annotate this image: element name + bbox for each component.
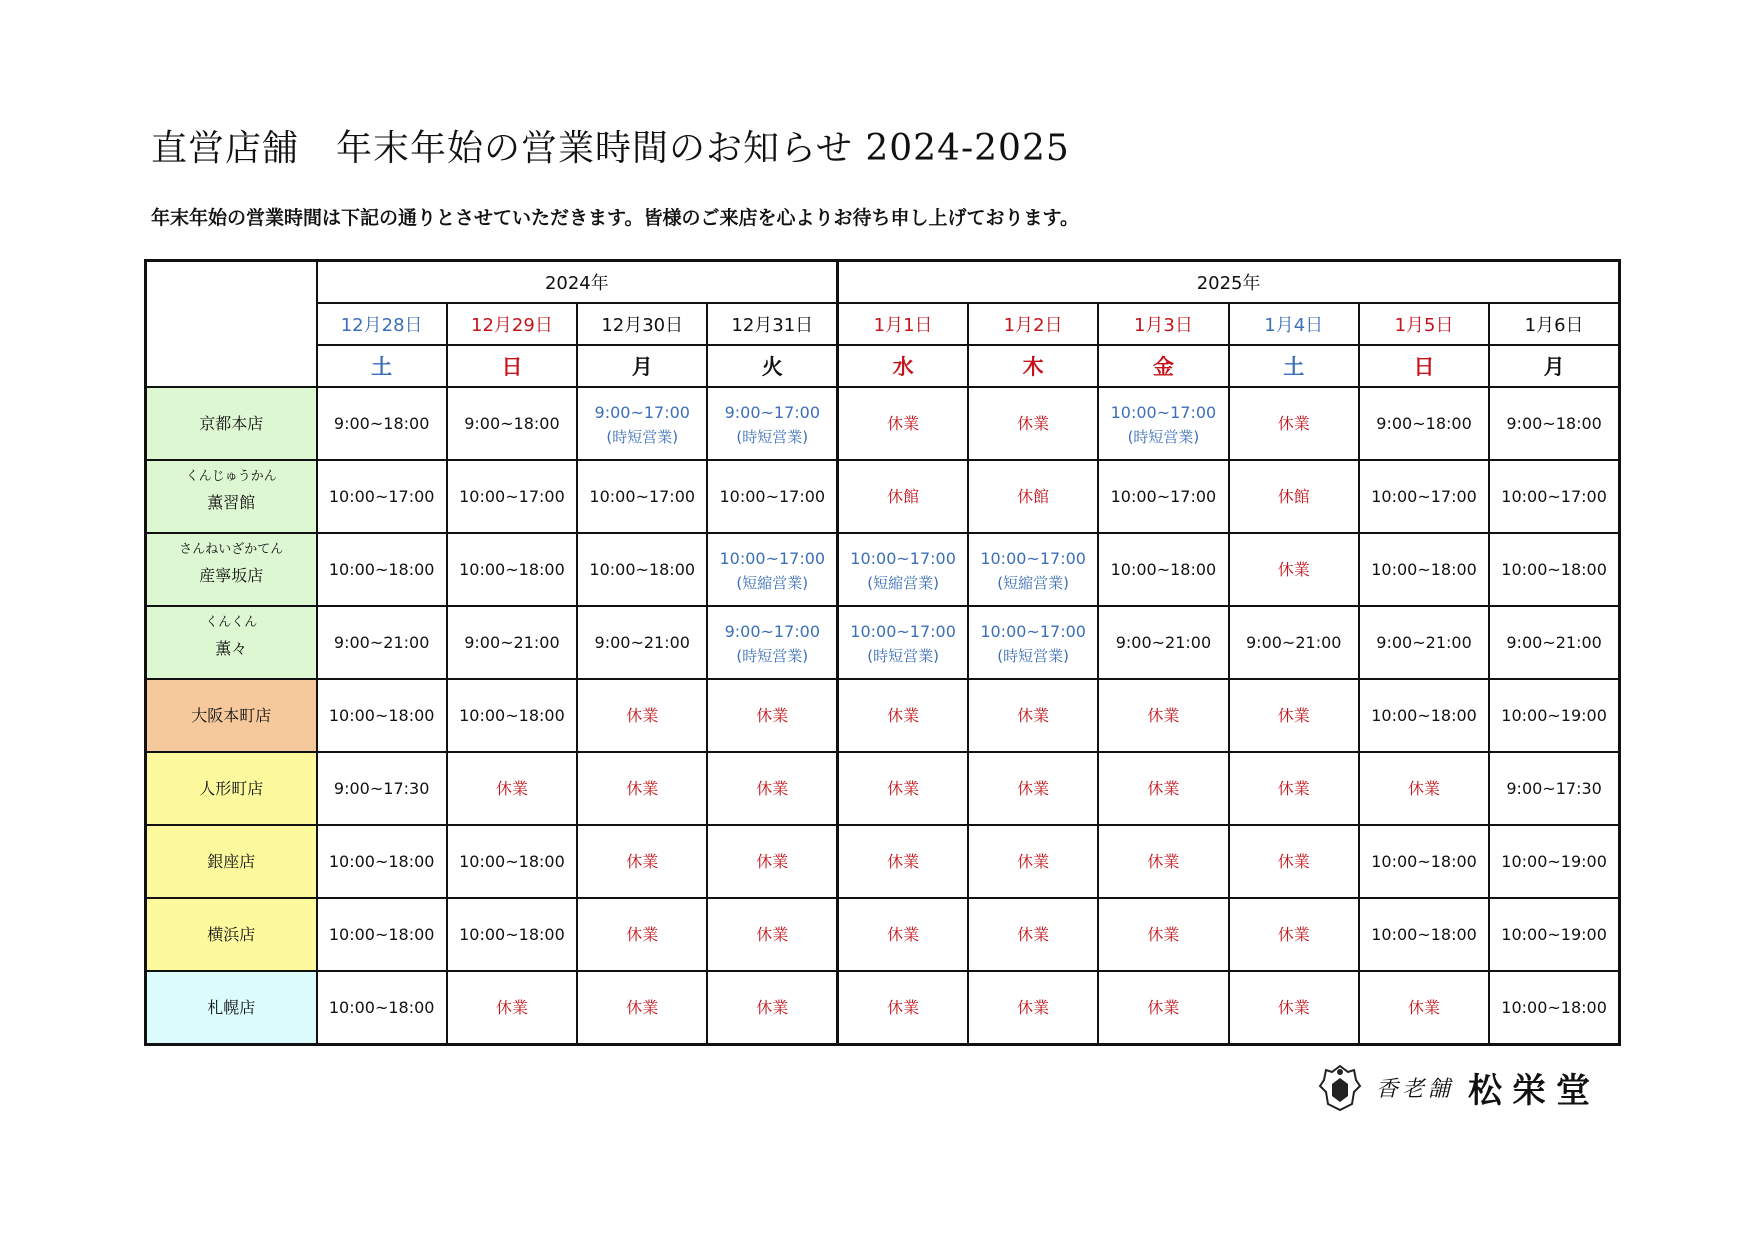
hours-cell [1098, 387, 1228, 460]
store-name: 薫々 [215, 638, 248, 658]
hours-text: 休業 [887, 778, 920, 798]
hours-cell [1229, 606, 1359, 679]
hours-cell [1359, 533, 1489, 606]
hours-text: 休業 [887, 924, 920, 944]
hours-cell [577, 387, 707, 460]
hours-text: 9:00~21:00 [1246, 632, 1342, 652]
weekday-header: 土 [1229, 345, 1359, 387]
table-row [146, 971, 1620, 1045]
hours-text: 休業 [1147, 851, 1180, 871]
store-name: 大阪本町店 [191, 705, 272, 725]
hours-cell [447, 679, 577, 752]
date-header: 1月1日 [838, 303, 968, 345]
hours-text: 休館 [1017, 486, 1050, 506]
hours-cell [1489, 533, 1619, 606]
store-name: 薫習館 [207, 492, 256, 512]
hours-text: 休業 [1147, 924, 1180, 944]
hours-text: 9:00~21:00 [464, 632, 560, 652]
store-ruby: くんじゅうかん [185, 468, 277, 484]
hours-cell [968, 971, 1098, 1045]
hours-cell [707, 606, 837, 679]
hours-text: 10:00~17:00 [1110, 402, 1217, 422]
hours-note: (時短営業) [736, 427, 809, 446]
hours-cell [707, 825, 837, 898]
hours-text: 10:00~19:00 [1501, 851, 1607, 871]
hours-cell [1229, 387, 1359, 460]
hours-cell [577, 533, 707, 606]
hours-cell [1229, 898, 1359, 971]
hours-cell [317, 752, 447, 825]
date-header: 12月30日 [577, 303, 707, 345]
hours-text: 10:00~17:00 [1501, 486, 1607, 506]
hours-text: 10:00~19:00 [1501, 924, 1607, 944]
hours-cell [317, 679, 447, 752]
hours-text: 休業 [1277, 413, 1310, 433]
date-header: 1月2日 [968, 303, 1098, 345]
hours-text: 休業 [1017, 851, 1050, 871]
hours-text: 9:00~21:00 [1506, 632, 1602, 652]
store-name: 銀座店 [207, 851, 256, 871]
hours-cell [1098, 460, 1228, 533]
hours-cell [1098, 752, 1228, 825]
hours-note: (短縮営業) [997, 573, 1069, 592]
table-row [146, 460, 1620, 533]
page-subtitle: 年末年始の営業時間は下記の通りとさせていただきます。皆様のご来店を心よりお待ち申し上げております。 [151, 207, 1079, 229]
weekday-header: 月 [577, 345, 707, 387]
table-row [146, 533, 1620, 606]
hours-text: 10:00~19:00 [1501, 705, 1607, 725]
hours-text: 休業 [1277, 851, 1310, 871]
hours-text: 9:00~18:00 [1506, 413, 1602, 433]
hours-text: 休業 [1147, 997, 1180, 1017]
hours-cell [447, 898, 577, 971]
hours-cell [1489, 460, 1619, 533]
hours-text: 休業 [1017, 778, 1050, 798]
table-row [146, 752, 1620, 825]
weekday-header: 木 [968, 345, 1098, 387]
hours-cell [968, 752, 1098, 825]
hours-text: 10:00~17:00 [980, 621, 1086, 641]
hours-cell [838, 387, 968, 460]
hours-cell [1359, 387, 1489, 460]
hours-text: 10:00~17:00 [589, 486, 696, 506]
hours-cell [317, 387, 447, 460]
hours-cell [317, 460, 447, 533]
hours-cell [447, 971, 577, 1045]
brand-name: 松栄堂 [1468, 1070, 1601, 1111]
store-name: 産寧坂店 [199, 565, 264, 585]
hours-text: 休業 [756, 778, 789, 798]
hours-text: 休業 [495, 997, 528, 1017]
store-name-cell [146, 460, 317, 533]
hours-cell [447, 460, 577, 533]
hours-text: 10:00~17:00 [719, 548, 826, 568]
hours-cell [1359, 898, 1489, 971]
hours-text: 休業 [1277, 924, 1310, 944]
store-name-cell [146, 387, 317, 460]
hours-cell [447, 752, 577, 825]
hours-text: 10:00~18:00 [328, 924, 435, 944]
hours-cell [577, 898, 707, 971]
hours-cell [577, 460, 707, 533]
hours-text: 10:00~17:00 [850, 548, 956, 568]
table-row [146, 606, 1620, 679]
hours-cell [1229, 533, 1359, 606]
hours-cell [317, 971, 447, 1045]
crest-icon [1318, 1062, 1362, 1112]
date-header: 1月4日 [1229, 303, 1359, 345]
hours-cell [707, 460, 837, 533]
hours-cell [968, 898, 1098, 971]
store-ruby: さんねいざかてん [179, 541, 284, 557]
hours-cell [317, 825, 447, 898]
hours-text: 休業 [887, 997, 920, 1017]
table-row [146, 387, 1620, 460]
store-name-cell [146, 825, 317, 898]
hours-cell [838, 533, 968, 606]
hours-text: 休業 [1277, 997, 1310, 1017]
hours-note: (時短営業) [606, 427, 679, 446]
store-name-cell [146, 533, 317, 606]
hours-cell [1489, 825, 1619, 898]
hours-text: 9:00~17:00 [594, 402, 690, 422]
hours-text: 10:00~18:00 [1371, 851, 1477, 871]
hours-text: 休館 [1277, 486, 1310, 506]
hours-cell [447, 825, 577, 898]
hours-cell [577, 825, 707, 898]
hours-text: 休業 [1017, 705, 1050, 725]
hours-text: 9:00~18:00 [1376, 413, 1472, 433]
hours-cell [317, 898, 447, 971]
hours-cell [1489, 679, 1619, 752]
hours-cell [968, 606, 1098, 679]
hours-text: 休業 [1277, 705, 1310, 725]
weekday-header: 月 [1489, 345, 1619, 387]
hours-text: 10:00~18:00 [1371, 559, 1477, 579]
table-row [146, 825, 1620, 898]
hours-cell [1489, 898, 1619, 971]
hours-text: 休業 [626, 705, 659, 725]
hours-text: 10:00~18:00 [1371, 705, 1477, 725]
hours-text: 休業 [626, 924, 659, 944]
hours-cell [447, 387, 577, 460]
hours-cell [1229, 679, 1359, 752]
hours-note: (短縮営業) [736, 573, 809, 592]
hours-cell [1229, 825, 1359, 898]
hours-cell [1359, 606, 1489, 679]
hours-table [144, 259, 1621, 1046]
weekday-header: 日 [447, 345, 577, 387]
date-header: 1月6日 [1489, 303, 1619, 345]
hours-cell [1489, 971, 1619, 1045]
hours-text: 10:00~18:00 [1110, 559, 1217, 579]
hours-text: 休業 [626, 851, 659, 871]
table-row [146, 898, 1620, 971]
hours-cell [1098, 971, 1228, 1045]
hours-note: (短縮営業) [867, 573, 939, 592]
hours-cell [447, 606, 577, 679]
hours-text: 9:00~17:30 [333, 778, 430, 798]
store-name-cell [146, 679, 317, 752]
hours-cell [968, 825, 1098, 898]
store-ruby: くんくん [205, 614, 258, 630]
hours-cell [1229, 752, 1359, 825]
hours-text: 休業 [756, 851, 789, 871]
hours-note: (時短営業) [997, 646, 1069, 665]
hours-cell [577, 606, 707, 679]
hours-text: 9:00~21:00 [1376, 632, 1472, 652]
hours-cell [968, 679, 1098, 752]
hours-cell [1098, 679, 1228, 752]
hours-text: 休業 [495, 778, 528, 798]
hours-cell [707, 533, 837, 606]
hours-cell [447, 533, 577, 606]
store-name: 札幌店 [207, 997, 256, 1017]
hours-text: 10:00~18:00 [589, 559, 696, 579]
hours-cell [1359, 752, 1489, 825]
weekday-header: 火 [707, 345, 837, 387]
hours-cell [838, 898, 968, 971]
hours-cell [968, 533, 1098, 606]
hours-cell [707, 971, 837, 1045]
hours-cell [1359, 460, 1489, 533]
hours-text: 休業 [887, 413, 920, 433]
hours-cell [577, 679, 707, 752]
hours-text: 休業 [756, 705, 789, 725]
page-title: 直営店舗 年末年始の営業時間のお知らせ 2024-2025 [151, 128, 1070, 169]
store-name-cell [146, 971, 317, 1045]
hours-text: 休業 [756, 924, 789, 944]
hours-cell [1489, 387, 1619, 460]
hours-text: 9:00~17:00 [724, 402, 821, 422]
hours-text: 10:00~17:00 [459, 486, 565, 506]
hours-cell [1359, 971, 1489, 1045]
hours-cell [707, 387, 837, 460]
hours-text: 10:00~17:00 [850, 621, 956, 641]
hours-text: 10:00~18:00 [459, 851, 565, 871]
hours-cell [838, 825, 968, 898]
brand-prefix: 香老舗 [1376, 1076, 1455, 1102]
date-header: 12月31日 [707, 303, 837, 345]
hours-cell [577, 752, 707, 825]
weekday-header: 水 [838, 345, 968, 387]
hours-text: 休業 [887, 851, 920, 871]
hours-text: 休業 [1408, 997, 1441, 1017]
hours-cell [1489, 752, 1619, 825]
hours-cell [1359, 679, 1489, 752]
table-row [146, 679, 1620, 752]
hours-cell [1098, 533, 1228, 606]
weekday-header: 金 [1098, 345, 1228, 387]
hours-text: 10:00~18:00 [328, 997, 435, 1017]
date-header: 12月28日 [317, 303, 447, 345]
hours-text: 9:00~17:00 [724, 621, 821, 641]
hours-text: 9:00~21:00 [594, 632, 690, 652]
hours-text: 9:00~21:00 [333, 632, 430, 652]
hours-cell [707, 898, 837, 971]
hours-cell [1489, 606, 1619, 679]
hours-text: 10:00~18:00 [328, 851, 435, 871]
hours-text: 10:00~18:00 [1371, 924, 1477, 944]
store-name: 京都本店 [199, 413, 264, 433]
hours-cell [317, 533, 447, 606]
hours-text: 10:00~18:00 [459, 559, 565, 579]
store-name-cell [146, 898, 317, 971]
hours-text: 休業 [1147, 778, 1180, 798]
hours-text: 10:00~17:00 [980, 548, 1086, 568]
hours-note: (時短営業) [867, 646, 939, 665]
date-header: 1月5日 [1359, 303, 1489, 345]
hours-cell [707, 752, 837, 825]
hours-cell [707, 679, 837, 752]
hours-text: 9:00~21:00 [1115, 632, 1212, 652]
hours-text: 10:00~17:00 [1371, 486, 1477, 506]
weekday-header: 土 [317, 345, 447, 387]
date-header: 1月3日 [1098, 303, 1228, 345]
hours-text: 10:00~17:00 [328, 486, 435, 506]
year-header-2025: 2025年 [838, 261, 1620, 304]
hours-cell [1098, 898, 1228, 971]
hours-cell [1098, 825, 1228, 898]
corner-cell [146, 261, 317, 388]
brand-logo [1318, 1062, 1600, 1112]
hours-text: 休業 [1277, 778, 1310, 798]
hours-text: 休業 [1017, 413, 1050, 433]
hours-text: 休業 [756, 997, 789, 1017]
store-name-cell [146, 606, 317, 679]
hours-text: 9:00~18:00 [333, 413, 430, 433]
hours-text: 休業 [626, 997, 659, 1017]
hours-text: 10:00~18:00 [459, 924, 565, 944]
hours-text: 10:00~18:00 [1501, 997, 1607, 1017]
hours-text: 9:00~18:00 [464, 413, 560, 433]
hours-cell [1229, 971, 1359, 1045]
hours-text: 休業 [1408, 778, 1441, 798]
hours-text: 10:00~17:00 [719, 486, 826, 506]
date-header: 12月29日 [447, 303, 577, 345]
hours-cell [317, 606, 447, 679]
hours-text: 10:00~18:00 [1501, 559, 1607, 579]
hours-text: 休業 [1017, 997, 1050, 1017]
hours-text: 9:00~17:30 [1506, 778, 1602, 798]
year-header-2024: 2024年 [317, 261, 838, 304]
hours-cell [1229, 460, 1359, 533]
hours-text: 休業 [887, 705, 920, 725]
store-name-cell [146, 752, 317, 825]
hours-text: 休業 [626, 778, 659, 798]
weekday-header: 日 [1359, 345, 1489, 387]
hours-cell [838, 971, 968, 1045]
hours-text: 休業 [1277, 559, 1310, 579]
hours-cell [1098, 606, 1228, 679]
hours-cell [838, 679, 968, 752]
hours-cell [1359, 825, 1489, 898]
hours-cell [968, 387, 1098, 460]
hours-text: 10:00~18:00 [328, 705, 435, 725]
store-name: 横浜店 [207, 924, 256, 944]
hours-cell [968, 460, 1098, 533]
hours-cell [838, 606, 968, 679]
hours-cell [838, 752, 968, 825]
hours-note: (時短営業) [736, 646, 809, 665]
store-name: 人形町店 [199, 778, 264, 798]
hours-text: 10:00~17:00 [1110, 486, 1217, 506]
hours-text: 10:00~18:00 [328, 559, 435, 579]
hours-text: 休館 [887, 486, 920, 506]
hours-text: 休業 [1017, 924, 1050, 944]
hours-note: (時短営業) [1127, 427, 1200, 446]
hours-text: 休業 [1147, 705, 1180, 725]
hours-cell [838, 460, 968, 533]
hours-text: 10:00~18:00 [459, 705, 565, 725]
hours-cell [577, 971, 707, 1045]
